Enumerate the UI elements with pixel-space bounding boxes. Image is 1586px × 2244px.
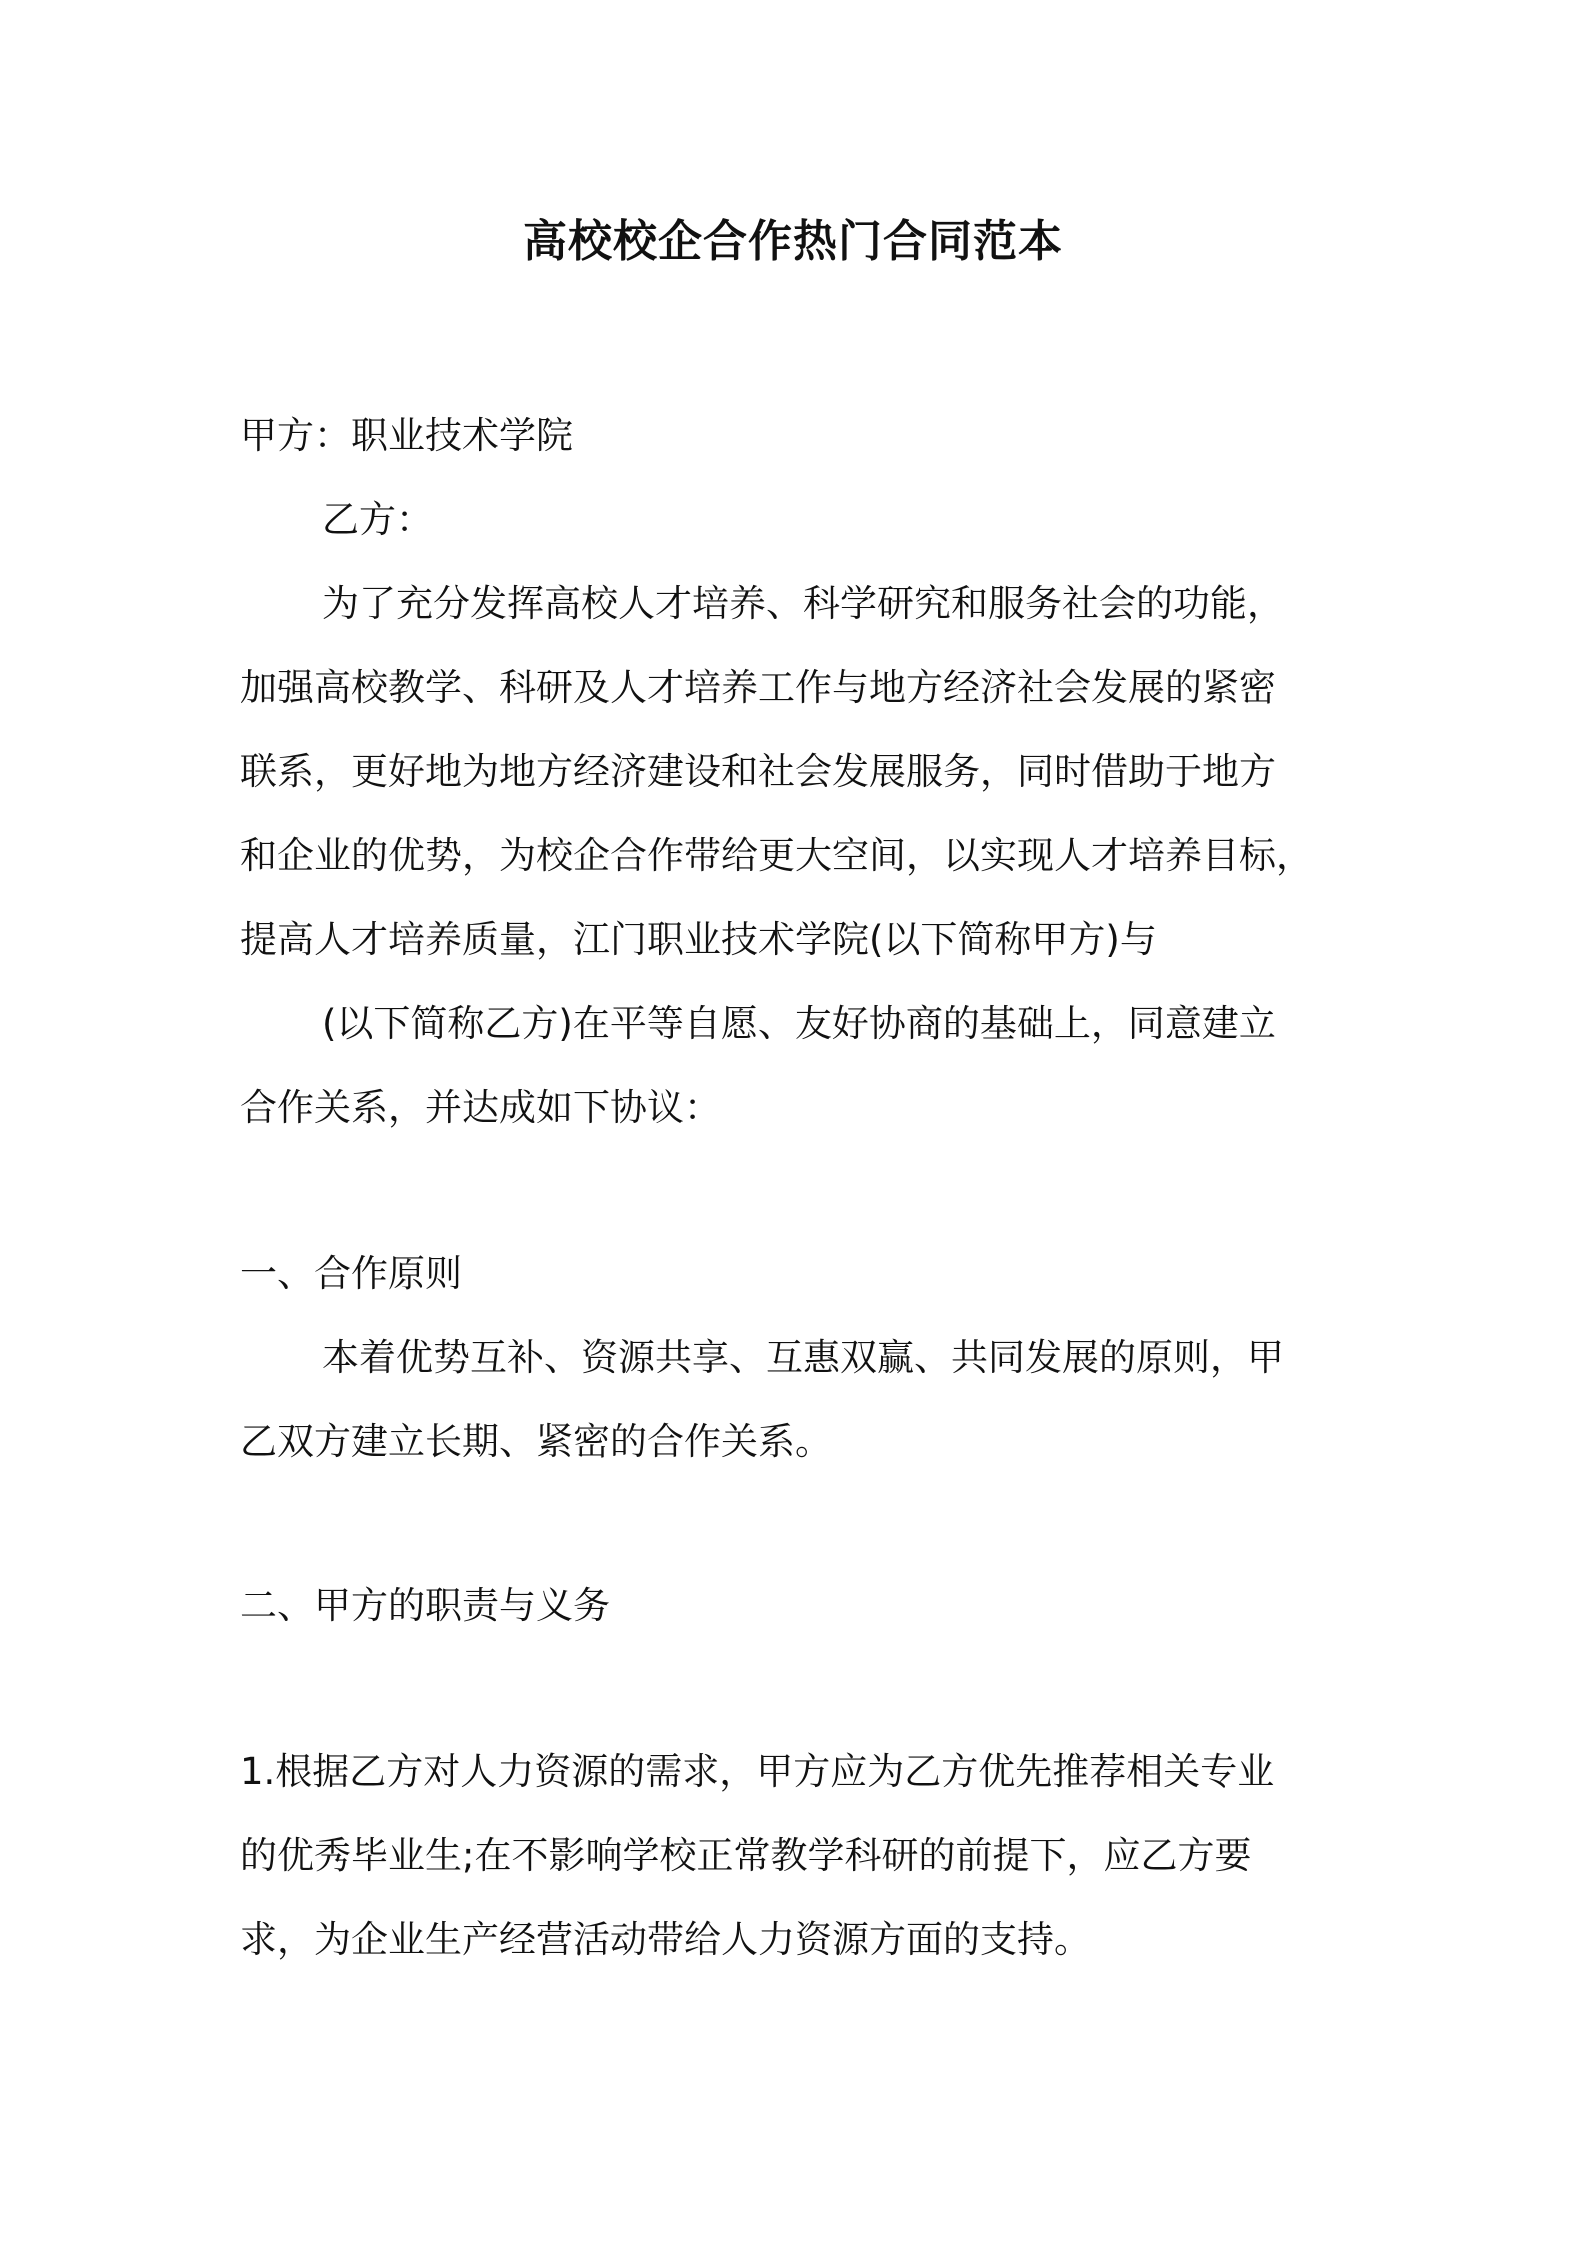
intro-paragraph-line: 和企业的优势，为校企合作带给更大空间，以实现人才培养目标， — [240, 834, 1313, 877]
document-title: 高校校企合作热门合同范本 — [523, 216, 1063, 267]
agreement-paragraph-line: 合作关系，并达成如下协议： — [240, 1086, 721, 1129]
party-b-line: 乙方： — [322, 498, 433, 541]
section-1-paragraph-line: 乙双方建立长期、紧密的合作关系。 — [240, 1420, 832, 1463]
agreement-paragraph-line: (以下简称乙方)在平等自愿、友好协商的基础上，同意建立 — [322, 1002, 1276, 1045]
intro-paragraph-line: 提高人才培养质量，江门职业技术学院(以下简称甲方)与 — [240, 918, 1157, 961]
intro-paragraph-line: 联系，更好地为地方经济建设和社会发展服务，同时借助于地方 — [240, 750, 1276, 793]
party-a-line: 甲方：职业技术学院 — [240, 414, 573, 457]
section-1-paragraph-line: 本着优势互补、资源共享、互惠双赢、共同发展的原则，甲 — [322, 1336, 1284, 1379]
intro-paragraph-line: 加强高校教学、科研及人才培养工作与地方经济社会发展的紧密 — [240, 666, 1276, 709]
section-2-item-1-line: 求，为企业生产经营活动带给人力资源方面的支持。 — [240, 1918, 1091, 1961]
section-2-heading: 二、甲方的职责与义务 — [240, 1584, 610, 1627]
intro-paragraph-line: 为了充分发挥高校人才培养、科学研究和服务社会的功能， — [322, 582, 1284, 625]
section-1-heading: 一、合作原则 — [240, 1252, 462, 1295]
section-2-item-1-line: 的优秀毕业生;在不影响学校正常教学科研的前提下，应乙方要 — [240, 1834, 1252, 1877]
section-2-item-1-line: 1.根据乙方对人力资源的需求，甲方应为乙方优先推荐相关专业 — [240, 1750, 1275, 1793]
